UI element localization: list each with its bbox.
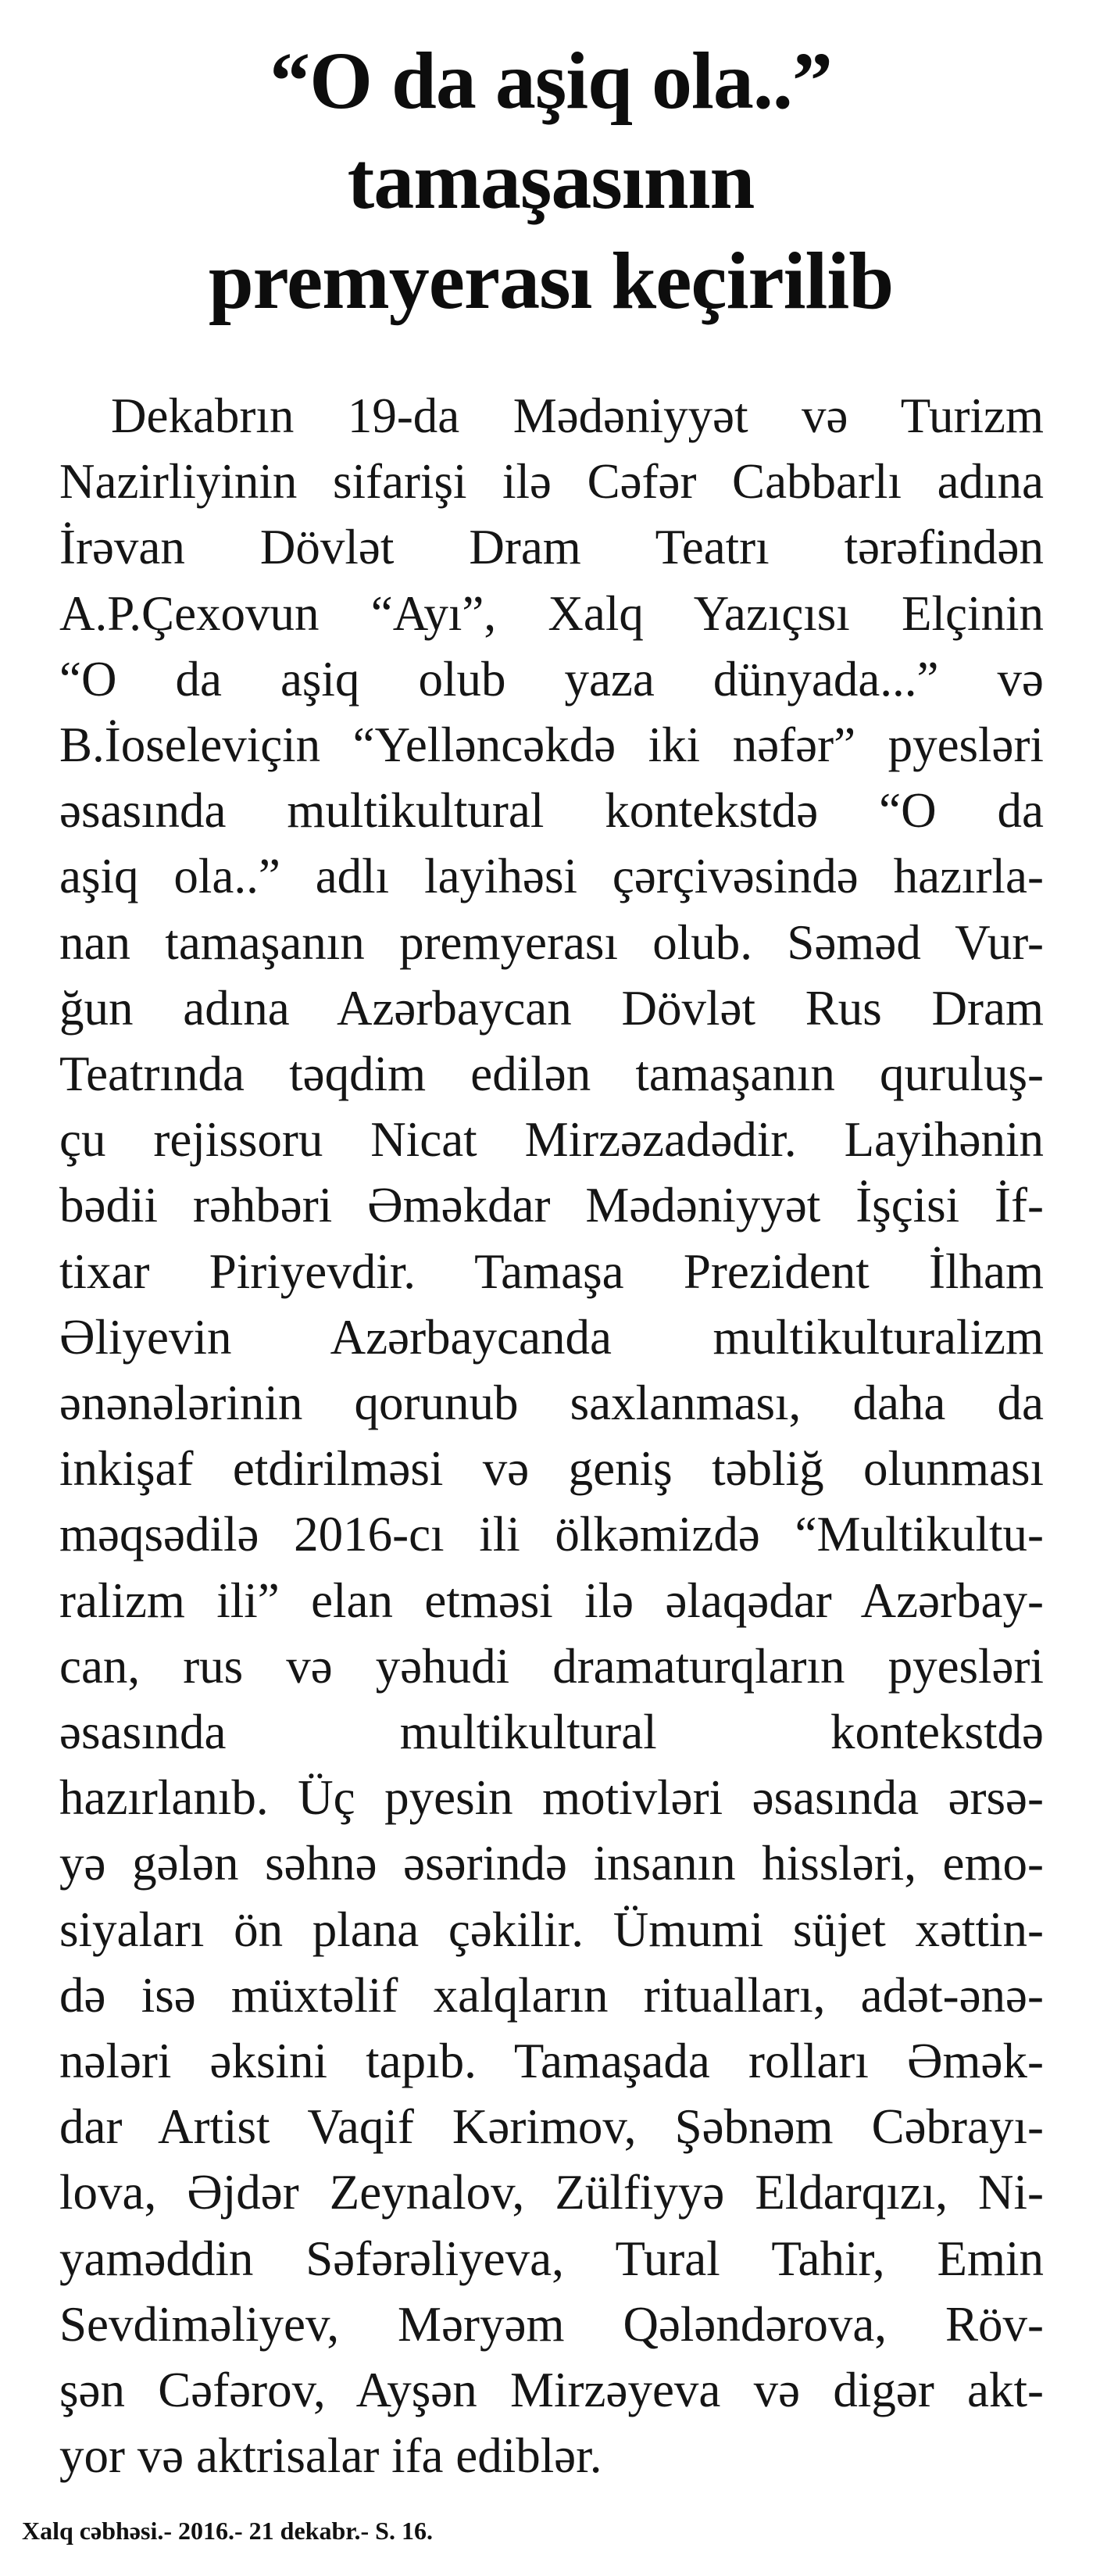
headline-line-2: tamaşasının xyxy=(347,136,755,226)
body-line: yor və aktrisalar ifa ediblər. xyxy=(59,2428,602,2484)
body-line: aşiq ola..” adlı layihəsi çərçivəsində hazırla- xyxy=(59,849,1044,904)
headline-line-1: “O da aşiq ola..” xyxy=(270,36,832,126)
source-citation: Xalq cəbhəsi.- 2016.- 21 dekabr.- S. 16. xyxy=(22,2517,433,2545)
body-line: bədii rəhbəri Əməkdar Mədəniyyət İşçisi İf- xyxy=(59,1178,1044,1233)
body-line: əsasında multikultural kontekstdə xyxy=(59,1705,1044,1760)
body-line: “O da aşiq olub yaza dünyada...” və xyxy=(59,651,1044,707)
body-line: nan tamaşanın premyerası olub. Səməd Vur- xyxy=(59,914,1044,970)
body-line: lova, Əjdər Zeynalov, Zülfiyyə Eldarqızı, Ni- xyxy=(59,2165,1044,2220)
body-line: ənənələrinin qorunub saxlanması, daha da xyxy=(59,1376,1044,1431)
body-line: də isə müxtəlif xalqların ritualları, adət-ənə- xyxy=(59,1967,1044,2023)
body-line: siyaları ön plana çəkilir. Ümumi süjet xəttin- xyxy=(59,1902,1044,1957)
headline-line-3: premyerası keçirilib xyxy=(208,236,894,326)
body-line: can, rus və yəhudi dramaturqların pyesləri xyxy=(59,1638,1044,1694)
body-line: Nazirliyinin sifarişi ilə Cəfər Cabbarlı adına xyxy=(59,454,1044,510)
body-line: Sevdiməliyev, Məryəm Qələndərova, Röv- xyxy=(59,2296,1044,2352)
body-line: Əliyevin Azərbaycanda multikulturalizm xyxy=(59,1309,1044,1365)
body-line: əsasında multikultural kontekstdə “O da xyxy=(59,783,1044,839)
body-line: nələri əksini tapıb. Tamaşada rolları Əmək- xyxy=(59,2034,1044,2089)
body-line: məqsədilə 2016-cı ili ölkəmizdə “Multikultu- xyxy=(59,1507,1044,1562)
body-line: dar Artist Vaqif Kərimov, Şəbnəm Cəbrayı- xyxy=(59,2099,1044,2155)
body-line: inkişaf etdirilməsi və geniş təbliğ olunması xyxy=(59,1441,1044,1497)
article-headline xyxy=(70,31,1031,331)
body-line: tixar Piriyevdir. Tamaşa Prezident İlham xyxy=(59,1243,1044,1299)
body-line: hazırlanıb. Üç pyesin motivləri əsasında ərsə- xyxy=(59,1770,1044,1826)
body-line: Teatrında təqdim edilən tamaşanın quruluş- xyxy=(59,1046,1044,1102)
body-line: ralizm ili” elan etməsi ilə əlaqədar Azərbay- xyxy=(59,1572,1044,1628)
body-line: Dekabrın 19-da Mədəniyyət və Turizm xyxy=(111,388,1044,443)
body-line: şən Cəfərov, Ayşən Mirzəyeva və digər akt- xyxy=(59,2363,1044,2418)
body-line: yə gələn səhnə əsərində insanın hissləri, emo- xyxy=(59,1836,1044,1891)
body-line: İrəvan Dövlət Dram Teatrı tərəfindən xyxy=(59,520,1044,575)
body-line: B.İoseleviçin “Yelləncəkdə iki nəfər” pyesləri xyxy=(59,717,1044,773)
body-line: çu rejissoru Nicat Mirzəzadədir. Layihənin xyxy=(59,1112,1044,1168)
body-line: yaməddin Səfərəliyeva, Tural Tahir, Emin xyxy=(59,2231,1044,2286)
body-line: ğun adına Azərbaycan Dövlət Rus Dram xyxy=(59,980,1044,1036)
article-body xyxy=(59,383,1044,2489)
body-line: A.P.Çexovun “Ayı”, Xalq Yazıçısı Elçinin xyxy=(59,585,1044,641)
